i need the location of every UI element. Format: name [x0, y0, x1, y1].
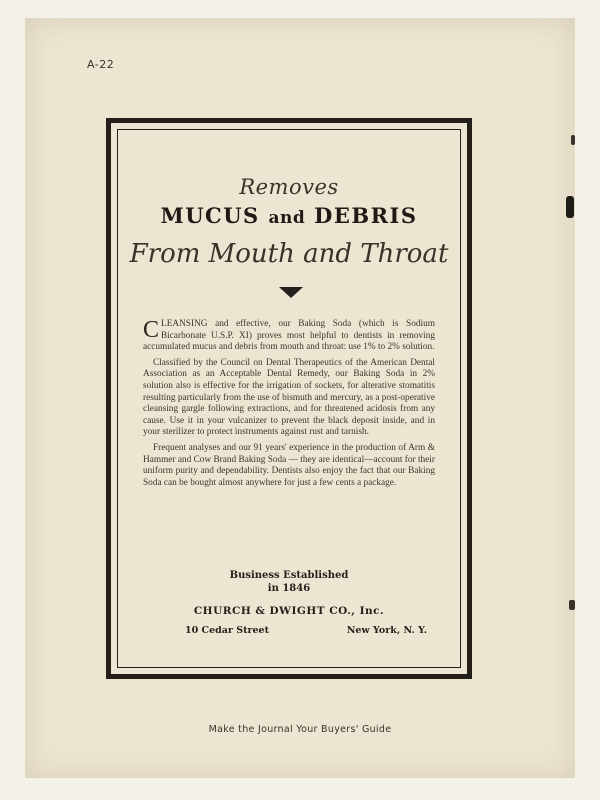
company-address [185, 625, 427, 636]
body-copy [143, 319, 435, 493]
business-established [111, 569, 467, 595]
dropcap-letter: C [143, 317, 160, 343]
edge-mark-bottom [569, 600, 575, 610]
established-line-2: in 1846 [267, 583, 311, 594]
headline-and: and [268, 208, 306, 228]
page-number: A-22 [87, 58, 115, 71]
removes-script-heading: Removes [239, 175, 339, 199]
headline-debris: DEBRIS [314, 203, 418, 228]
edge-mark-middle [566, 196, 574, 218]
main-headline [111, 203, 467, 228]
paragraph-frequent-analyses: Frequent analyses and our 91 years' experience in the production of Arm & Hammer and Cow Brand Baking Soda — they are identical—account for their uniform purity and dependability. Dentists also enjoy the fact that our Baking Soda can be bought almost anywhere for just a few cents a package. [143, 442, 435, 488]
edge-mark-top [571, 135, 575, 145]
paragraph-cleansing-text: LEANSING and effective, our Baking Soda (which is Sodium Bicarbonate U.S.P. XI) proves most helpful to dentists in removing accumulated mucus and debris from mouth and throat: use 1% to 2% solution. [143, 319, 435, 353]
journal-footer: Make the Journal Your Buyers' Guide [208, 724, 392, 735]
from-mouth-script-heading: From Mouth and Throat [129, 239, 449, 269]
established-line-1: Business Established [229, 570, 349, 581]
company-name: CHURCH & DWIGHT CO., Inc. [193, 605, 385, 617]
advertisement-content [111, 123, 467, 674]
paragraph-classified: Classified by the Council on Dental Therapeutics of the American Dental Association as an Acceptable Dental Remedy, our Baking Soda in 2% solution also is effective for the irrigation of sockets, for alterative stomatitis resulting particularly from the use of bismuth and mercury, as a post-operative cleansing gargle following extractions, and for threatened acidosis from any cause. Use it in your vulcanizer to prevent the black deposit inside, and in your sterilizer to protect instruments against rust and tarnish. [143, 357, 435, 438]
city-address: New York, N. Y. [346, 625, 427, 636]
headline-mucus: MUCUS [160, 203, 260, 228]
advertisement-frame [106, 118, 472, 679]
paragraph-cleansing [143, 319, 435, 354]
down-triangle-ornament [279, 287, 303, 298]
street-address: 10 Cedar Street [185, 625, 269, 636]
